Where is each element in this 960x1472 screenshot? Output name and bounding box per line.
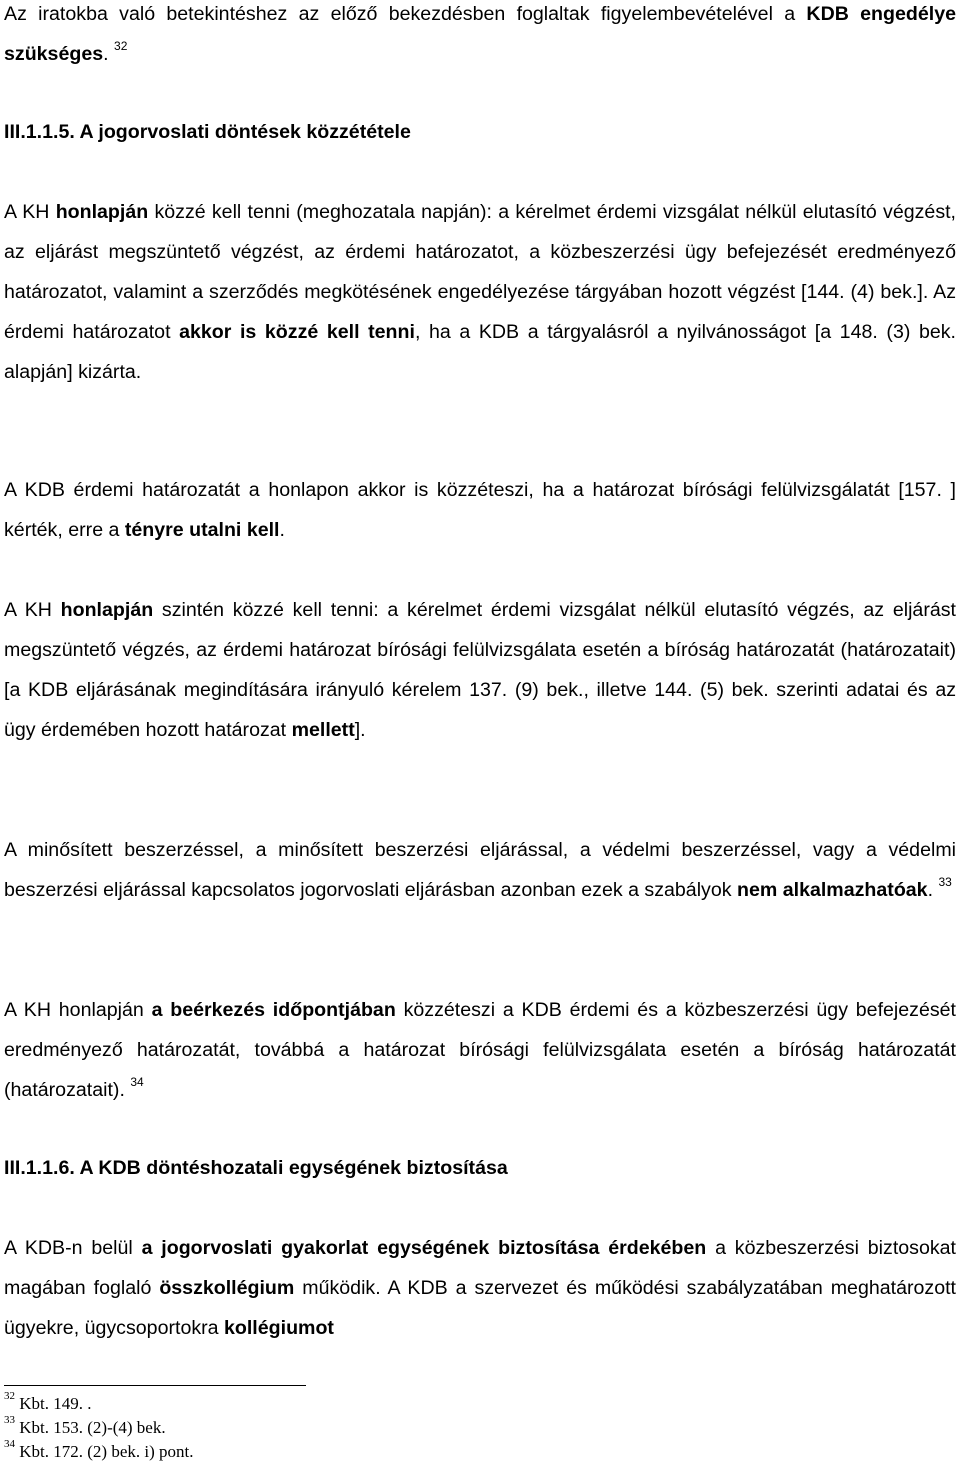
text: (3) bek. alapján] kizárta. [4, 321, 956, 383]
footnote-text: Kbt. 149. . [19, 1394, 92, 1413]
text: A KH [4, 201, 56, 223]
text: közzéteszi a KDB érdemi és a közbeszerzési ügy befejezését eredményező határozatát, továbbá a határozat bírósági felülvizsgálata esetén a bíróság határozatát (határozatait). [4, 999, 957, 1101]
bold-text: mellett [291, 719, 355, 741]
bold-text: akkor is közzé kell tenni [179, 321, 415, 343]
footnote-ref-33: 33 [938, 875, 952, 890]
footnotes [4, 1392, 193, 1464]
bold-text: tényre utalni kell [124, 519, 280, 541]
bold-text: összkollégium [159, 1277, 295, 1299]
section-heading-2 [4, 1148, 508, 1188]
text: működik. A KDB a szervezet és működési szabályzatában meghatározott ügyekre, ügycsoportokra [4, 1277, 956, 1339]
text: Az iratokba való betekintéshez az előző bekezdésben foglaltak figyelembevételével a [4, 3, 807, 25]
footnote-number: 32 [4, 1390, 15, 1403]
footnote-33 [4, 1416, 193, 1440]
footnote-32 [4, 1392, 193, 1416]
text: A KDB-n belül [4, 1237, 142, 1259]
footnote-ref-34: 34 [130, 1075, 144, 1090]
bold-text: kollégiumot [224, 1317, 334, 1339]
bold-text: a jogorvoslati gyakorlat egységének biztosítása érdekében [141, 1237, 707, 1259]
text: A minősített beszerzéssel, a minősített beszerzési eljárással, a védelmi beszerzéssel, vagy a védelmi beszerzési eljárással kapcsolatos jogorvoslati eljárásban azonban ezek a szabályok [4, 839, 956, 901]
text: (4) bek.]. Az érdemi határozatot [4, 281, 956, 343]
text: ]. [354, 719, 366, 741]
footnote-ref-32: 32 [114, 39, 128, 54]
paragraph-4 [4, 590, 956, 750]
bold-text: honlapján [60, 599, 154, 621]
text: (5) bek. szerinti adatai és az ügy érdemében hozott határozat [4, 679, 957, 741]
text: ] kérték, erre a [4, 479, 956, 541]
footnote-number: 34 [4, 1438, 15, 1451]
text: (9) bek., illetve 144. [514, 679, 701, 701]
text: szintén közzé kell tenni: a kérelmet érdemi vizsgálat nélkül elutasító végzés, az eljárást megszüntető végzés, az érdemi határozat bírósági felülvizsgálata esetén a bíróság határozatát (határozatait) [a KDB eljárásának megindítására irányuló kérelem 137. [4, 599, 956, 701]
text: A KH honlapján [4, 999, 152, 1021]
text: . [279, 519, 285, 541]
footnote-text: Kbt. 172. (2) bek. i) pont. [19, 1442, 194, 1461]
paragraph-2 [4, 192, 956, 392]
text: közzé kell tenni (meghozatala napján): a kérelmet érdemi vizsgálat nélkül elutasító végzést, az eljárást megszüntető végzést, az érdemi határozatot, a közbeszerzési ügy befejezését eredményező határozatot, valamint a szerződés megkötésének engedélyezése tárgyában hozott végzést [144. [4, 201, 956, 303]
bold-text: a beérkezés időpontjában [151, 999, 396, 1021]
text: , ha a KDB a tárgyalásról a nyilvánosságot [a 148. [414, 321, 887, 343]
paragraph-3 [4, 470, 956, 550]
footnote-separator [4, 1385, 306, 1386]
paragraph-1 [4, 0, 956, 74]
paragraph-6 [4, 990, 956, 1110]
text: A KDB érdemi határozatát a honlapon akkor is közzéteszi, ha a határozat bírósági felülvizsgálatát [157. [4, 479, 951, 501]
text: . [927, 879, 934, 901]
heading-text: III.1.1.6. A KDB döntéshozatali egységének biztosítása [4, 1157, 508, 1179]
paragraph-7 [4, 1228, 956, 1348]
text: A KH [4, 599, 61, 621]
bold-text: honlapján [55, 201, 149, 223]
heading-text: III.1.1.5. A jogorvoslati döntések közzététele [4, 121, 411, 143]
footnote-number: 33 [4, 1414, 15, 1427]
footnote-34 [4, 1440, 193, 1464]
section-heading-1 [4, 112, 411, 152]
bold-text: nem alkalmazhatóak [737, 879, 928, 901]
bold-text: KDB engedélye szükséges [4, 3, 956, 65]
paragraph-5 [4, 830, 956, 910]
footnote-text: Kbt. 153. (2)-(4) bek. [19, 1418, 166, 1437]
text: . [103, 43, 109, 65]
text: a közbeszerzési biztosokat magában foglaló [4, 1237, 956, 1299]
